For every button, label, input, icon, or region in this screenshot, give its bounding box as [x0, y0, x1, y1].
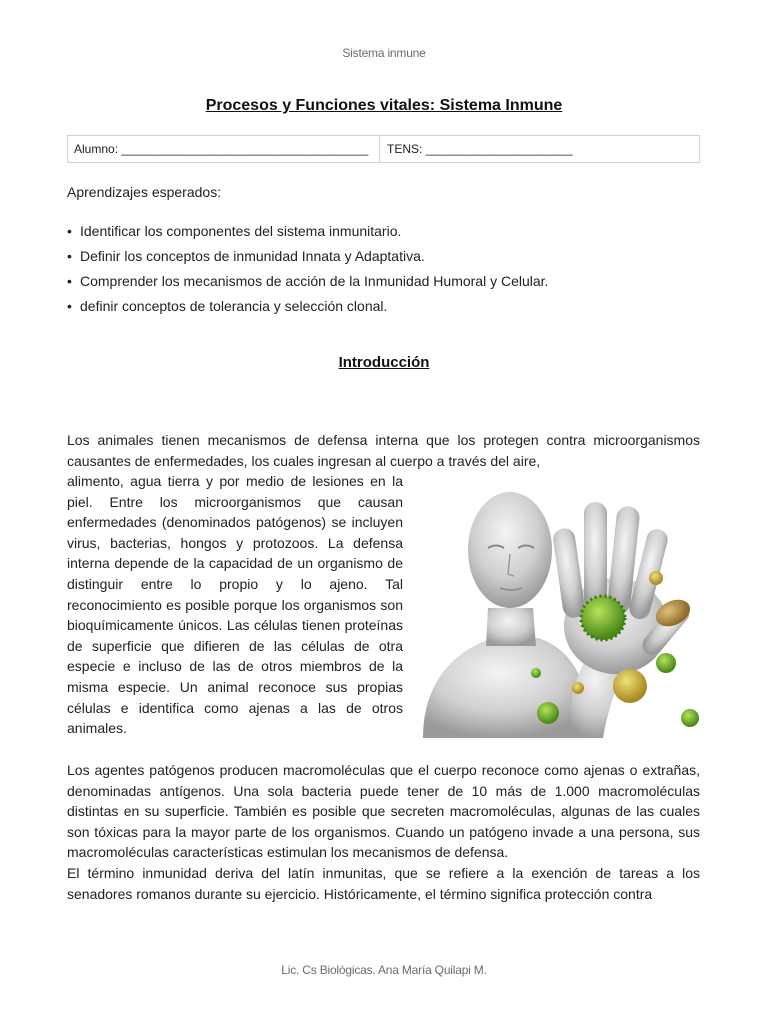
intro-paragraph-1-wrapped: alimento, agua tierra y por medio de lesiones en la piel. Entre los microorganismos que causan enfermedades (denominados patógenos) se incluyen virus, bacterias, hongos y protozoos. La defensa interna depende de la capacidad de un organismo de distinguir entre lo propio y lo ajeno. Tal reconocimiento es posible porque los organismos son bioquímicamente únicos. Las células tienen proteínas de superficie que difieren de las células de otra especie e incluso de las de otros miembros de la misma especie. Un animal reconoce sus propias células e identifica como ajenas a las de otros animales.	[67, 473, 403, 737]
objectives-list	[67, 219, 548, 319]
list-item: • Definir los conceptos de inmunidad Innata y Adaptativa.	[67, 248, 425, 264]
list-item: • Identificar los componentes del sistema inmunitario.	[67, 223, 402, 239]
running-header: Sistema inmune	[342, 46, 426, 60]
document-title: Procesos y Funciones vitales: Sistema Inmune	[205, 97, 563, 114]
list-item: • definir conceptos de tolerancia y selección clonal.	[67, 298, 388, 314]
intro-paragraph-1: Los animales tienen mecanismos de defensa interna que los protegen contra microorganismos causantes de enfermedades, los cuales ingresan al cuerpo a través del aire,	[67, 432, 700, 469]
expected-learning-label: Aprendizajes esperados:	[67, 184, 222, 200]
introduction-heading: Introducción	[338, 354, 430, 371]
running-footer: Lic. Cs Biológicas. Ana María Quilapi M.	[281, 963, 487, 977]
student-name-field: Alumno: _____________________________________	[68, 136, 380, 162]
tens-field: TENS: ______________________	[387, 142, 573, 156]
student-info-table	[67, 135, 700, 163]
list-item: • Comprender los mecanismos de acción de la Inmunidad Humoral y Celular.	[67, 273, 549, 289]
intro-paragraph-2	[67, 760, 700, 904]
man-blocking-pathogens-illustration	[418, 488, 700, 738]
paragraph-3-text: El término inmunidad deriva del latín inmunitas, que se refiere a la exención de tareas a los senadores romanos durante su ejercicio. Históricamente, el término significa protección contra	[67, 864, 700, 902]
paragraph-2-text: Los agentes patógenos producen macromoléculas que el cuerpo reconoce como ajenas o extrañas, denominadas antígenos. Una sola bacteria puede tener de 10 más de 1.000 macromoléculas distintas en su superficie. También es posible que secreten macromoléculas, algunas de las cuales son tóxicas para la mayor parte de los organismos. Cuando un patógeno invade a una persona, sus macromoléculas características estimulan los mecanismos de defensa.	[67, 762, 700, 861]
